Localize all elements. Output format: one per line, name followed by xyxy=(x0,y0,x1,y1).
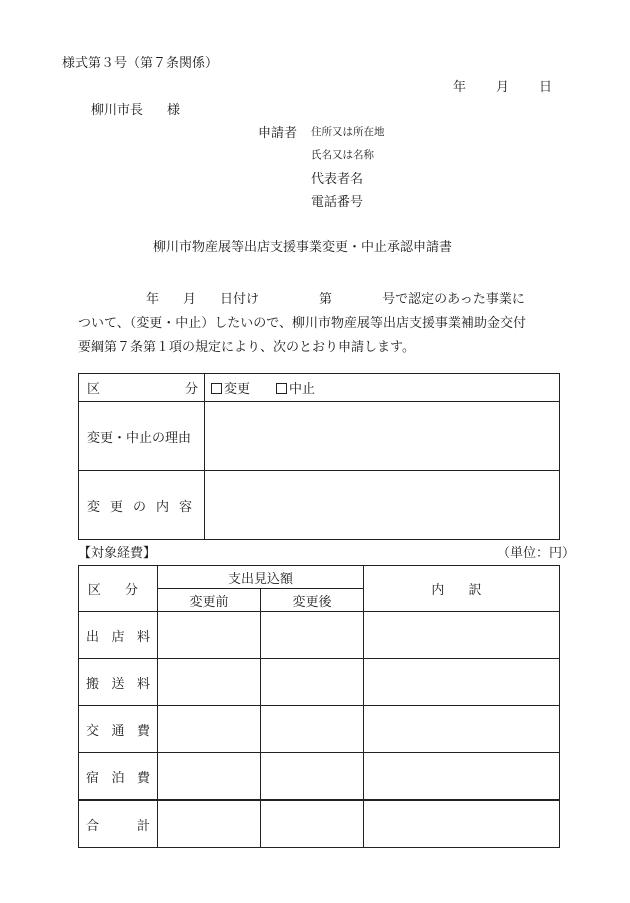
address-label: 住所又は所在地 xyxy=(311,126,385,138)
body-line-3: 要綱第７条第１項の規定により、次のとおり申請します。 xyxy=(78,340,415,355)
cell-breakdown[interactable] xyxy=(364,706,560,753)
phone-label: 電話番号 xyxy=(311,195,364,210)
cell-after[interactable] xyxy=(261,753,364,801)
body-year: 年 xyxy=(146,292,160,307)
total-breakdown[interactable] xyxy=(364,800,560,848)
col-after: 変更後 xyxy=(261,589,364,612)
addressee-name: 柳川市長 xyxy=(91,103,144,118)
kubun-left: 区 xyxy=(87,382,101,397)
col-expected: 支出見込額 xyxy=(158,566,364,589)
row-label-shukuhaku: 宿泊費 xyxy=(79,753,158,801)
option-change: 変更 xyxy=(224,382,251,397)
date-month: 月 xyxy=(496,80,510,95)
body-paragraph xyxy=(78,288,560,360)
cell-after[interactable] xyxy=(261,612,364,659)
cell-before[interactable] xyxy=(158,753,261,801)
cell-breakdown[interactable] xyxy=(364,612,560,659)
cancel-checkbox[interactable] xyxy=(276,383,287,394)
cost-table xyxy=(78,565,560,848)
total-before[interactable] xyxy=(158,800,261,848)
body-line-2: ついて、（変更・中止）したいので、柳川市物産展等出店支援事業補助金交付 xyxy=(78,316,526,331)
row-label-kotsu: 交通費 xyxy=(79,706,158,753)
total-after[interactable] xyxy=(261,800,364,848)
cell-before[interactable] xyxy=(158,706,261,753)
cell-before[interactable] xyxy=(158,612,261,659)
change-table xyxy=(78,373,560,540)
addressee-honorific: 様 xyxy=(167,103,181,118)
body-rest: 号で認定のあった事業に xyxy=(382,292,525,307)
cost-section-label: 【対象経費】 xyxy=(78,546,157,561)
cell-after[interactable] xyxy=(261,706,364,753)
option-cancel: 中止 xyxy=(289,382,316,397)
col-kubun: 区 分 xyxy=(79,566,158,612)
form-number: 様式第３号（第７条関係） xyxy=(62,56,219,71)
kubun-cell xyxy=(79,374,205,402)
row-label-total: 合計 xyxy=(79,800,158,848)
name-label: 氏名又は名称 xyxy=(311,149,374,161)
applicant-label: 申請者 xyxy=(258,126,298,141)
kubun-right: 分 xyxy=(184,382,198,397)
representative-label: 代表者名 xyxy=(311,172,364,187)
body-dai: 第 xyxy=(319,292,333,307)
date-line xyxy=(453,81,552,94)
date-year: 年 xyxy=(453,80,467,95)
change-checkbox[interactable] xyxy=(211,383,222,394)
row-label-shutten: 出店料 xyxy=(79,612,158,659)
addressee xyxy=(91,104,180,117)
col-before: 変更前 xyxy=(158,589,261,612)
reason-field[interactable] xyxy=(205,402,560,471)
content-label: 変更の内容 xyxy=(79,471,205,540)
cell-breakdown[interactable] xyxy=(364,659,560,706)
cell-after[interactable] xyxy=(261,659,364,706)
content-field[interactable] xyxy=(205,471,560,540)
date-day: 日 xyxy=(539,80,553,95)
reason-label: 変更・中止の理由 xyxy=(79,402,205,471)
row-label-hanso: 搬送料 xyxy=(79,659,158,706)
unit-label: （単位：円） xyxy=(497,546,576,561)
body-line-1 xyxy=(78,288,560,312)
cell-before[interactable] xyxy=(158,659,261,706)
col-breakdown: 内 訳 xyxy=(364,566,560,612)
body-month: 月 xyxy=(183,292,197,307)
kubun-options xyxy=(205,374,560,402)
body-dated: 日付け xyxy=(220,292,260,307)
cell-breakdown[interactable] xyxy=(364,753,560,801)
document-title: 柳川市物産展等出店支援事業変更・中止承認申請書 xyxy=(153,240,453,255)
